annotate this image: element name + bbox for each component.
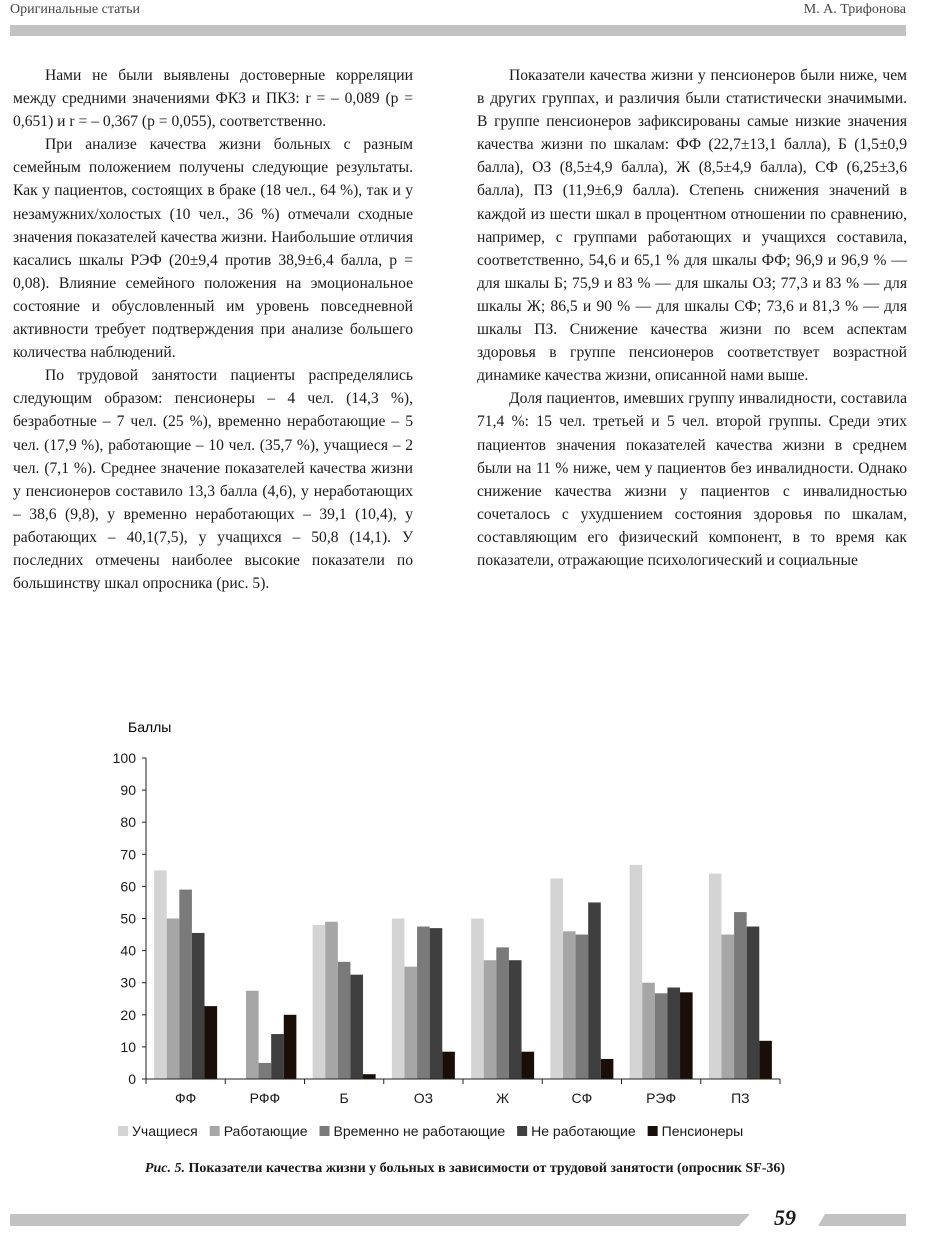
legend-label: Временно не работающие — [333, 1123, 506, 1139]
bar — [404, 967, 417, 1079]
legend-label: Пенсионеры — [661, 1123, 744, 1139]
bar — [601, 1059, 614, 1079]
x-tick-label: ОЗ — [413, 1090, 434, 1106]
paragraph: Нами не были выявлены достоверные корреляции между средними значениями ФКЗ и ПКЗ: r = – 0,089 (p = 0,651) и r = – 0,367 (p = 0,055), соответственно. — [13, 67, 413, 131]
bar — [313, 925, 326, 1079]
left-column — [13, 64, 413, 595]
running-header — [10, 0, 906, 22]
bar — [471, 919, 484, 1080]
legend-label: Не работающие — [531, 1123, 636, 1139]
bar — [680, 992, 693, 1079]
bar — [430, 928, 443, 1079]
legend-label: Работающие — [223, 1123, 308, 1139]
right-column — [477, 64, 907, 572]
x-tick-label: ФФ — [174, 1090, 197, 1106]
caption-text: Показатели качества жизни у больных в зависимости от трудовой занятости (опросник SF-36) — [184, 1161, 786, 1176]
y-tick-label: 30 — [120, 974, 136, 991]
bar — [192, 933, 205, 1079]
y-tick-label: 50 — [120, 910, 136, 927]
bar — [630, 865, 643, 1079]
legend-swatch — [517, 1126, 527, 1136]
header-section: Оригинальные статьи — [10, 2, 140, 17]
x-axis — [146, 1079, 780, 1106]
bar — [655, 993, 668, 1079]
bar — [284, 1015, 297, 1079]
bar — [271, 1034, 284, 1079]
bar — [759, 1041, 772, 1079]
bar — [576, 935, 589, 1079]
bar — [246, 991, 259, 1079]
bar — [325, 922, 338, 1079]
y-tick-label: 100 — [112, 750, 136, 766]
bar — [734, 912, 747, 1079]
bar — [509, 960, 522, 1079]
bar — [496, 947, 509, 1079]
legend-label: Учащиеся — [132, 1123, 198, 1139]
figure-caption — [30, 1161, 900, 1177]
bar — [484, 960, 497, 1079]
bar — [259, 1063, 272, 1079]
bar — [709, 874, 722, 1079]
y-tick-label: 80 — [120, 814, 136, 831]
caption-label: Рис. 5. — [144, 1161, 185, 1176]
y-tick-label: 70 — [120, 846, 136, 863]
legend-swatch — [320, 1126, 330, 1136]
bar — [350, 975, 363, 1079]
bar — [167, 919, 180, 1080]
paragraph: По трудовой занятости пациенты распределялись следующим образом: пенсионеры – 4 чел. (14,3 %), безработные – 7 чел. (25 %), временно неработающие – 5 чел. (17,9 %), работающие – 10 чел. (35,7 %), учащиеся – 2 чел. (7,1 %). Среднее значение показателей качества жизни у пенсионеров составило 13,3 балла (4,6), у неработающих – 38,6 (9,8), у временно неработающих – 39,1 (10,4), у работающих – 40,1(7,5), у учащихся – 50,8 (14,1). У последних отмечены наиболее высокие показатели по большинству шкал опросника (рис. 5). — [13, 367, 413, 593]
paragraph: При анализе качества жизни больных с разным семейным положением получены следующие результаты. Как у пациентов, состоящих в браке (18 чел., 64 %), так и у незамужних/холостых (10 чел., 36 %) отмечали сходные значения показателей качества жизни. Наибольшие отличия касались шкалы РЭФ (20±9,4 против 38,9±6,4 балла, p = 0,08). Влияние семейного положения на эмоциональное состояние и обусловленный им уровень повседневной активности требует подтверждения при анализе большего количества наблюдений. — [13, 136, 413, 362]
header-rule — [10, 25, 906, 36]
bar — [642, 983, 655, 1079]
bar — [563, 931, 576, 1079]
y-tick-label: 40 — [120, 942, 136, 959]
legend-swatch — [648, 1126, 658, 1136]
y-axis — [113, 750, 146, 1087]
footer-rule-right — [818, 1214, 906, 1226]
bar — [747, 927, 760, 1079]
x-tick-label: РЭФ — [646, 1090, 677, 1106]
x-tick-label: ПЗ — [731, 1090, 750, 1106]
y-tick-label: 60 — [120, 878, 136, 895]
x-tick-label: РФФ — [249, 1090, 281, 1106]
page-number: 59 — [774, 1205, 796, 1230]
bar — [550, 878, 563, 1079]
y-tick-label: 0 — [128, 1071, 136, 1087]
legend-swatch — [118, 1126, 128, 1136]
legend — [118, 1123, 743, 1139]
paragraph: Показатели качества жизни у пенсионеров были ниже, чем в других группах, и различия были статистически значимыми. В группе пенсионеров зафиксированы самые низкие значения качества жизни по шкалам: ФФ (22,7±13,1 балла), Б (1,5±0,9 балла), ОЗ (8,5±4,9 балла), Ж (8,5±4,9 балла), СФ (6,25±3,6 балла), ПЗ (11,9±6,9 балла). Степень снижения значений в каждой из шести шкал в процентном отношении по сравнению, например, с группами работающих и учащихся составила, соответственно, 54,6 и 65,1 % для шкалы ФФ; 96,9 и 96,9 % — для шкалы Б; 75,9 и 83 % — для шкалы ОЗ; 77,3 и 83 % — для шкалы Ж; 86,5 и 90 % — для шкалы СФ; 73,6 и 81,3 % — для шкалы ПЗ. Снижение качества жизни по всем аспектам здоровья в группе пенсионеров соответствует возрастной динамике качества жизни, описанной нами выше. — [477, 67, 907, 385]
bar — [522, 1052, 535, 1079]
bar — [667, 988, 680, 1079]
bar — [338, 962, 351, 1079]
header-author: М. А. Трифонова — [803, 2, 906, 17]
bar — [363, 1074, 376, 1079]
legend-swatch — [210, 1126, 220, 1136]
x-tick-label: Ж — [496, 1090, 510, 1106]
y-tick-label: 20 — [120, 1006, 136, 1023]
bar — [154, 870, 167, 1079]
y-axis-label: Баллы — [128, 719, 172, 735]
bar — [392, 919, 405, 1080]
bar-chart — [80, 712, 830, 1172]
y-tick-label: 90 — [120, 782, 136, 799]
bar — [179, 890, 192, 1079]
footer-rule-left — [10, 1214, 750, 1226]
bar — [205, 1006, 218, 1079]
bars — [154, 865, 772, 1079]
bar — [442, 1052, 455, 1079]
paragraph: Доля пациентов, имевших группу инвалидности, составила 71,4 %: 15 чел. третьей и 5 чел. второй группы. Среди этих пациентов значения показателей качества жизни в среднем были на 11 % ниже, чем у пациентов без инвалидности. Однако снижение качества жизни у пациентов с инвалидностью сочеталось с ухудшением состояния здоровья по шкалам, составляющим его физический компонент, в то время как показатели, отражающие психологический и социальные — [477, 390, 907, 569]
bar — [721, 935, 734, 1079]
y-tick-label: 10 — [120, 1038, 136, 1055]
bar — [588, 902, 601, 1079]
bar — [417, 927, 430, 1079]
x-tick-label: СФ — [571, 1090, 593, 1106]
x-tick-label: Б — [339, 1090, 349, 1106]
